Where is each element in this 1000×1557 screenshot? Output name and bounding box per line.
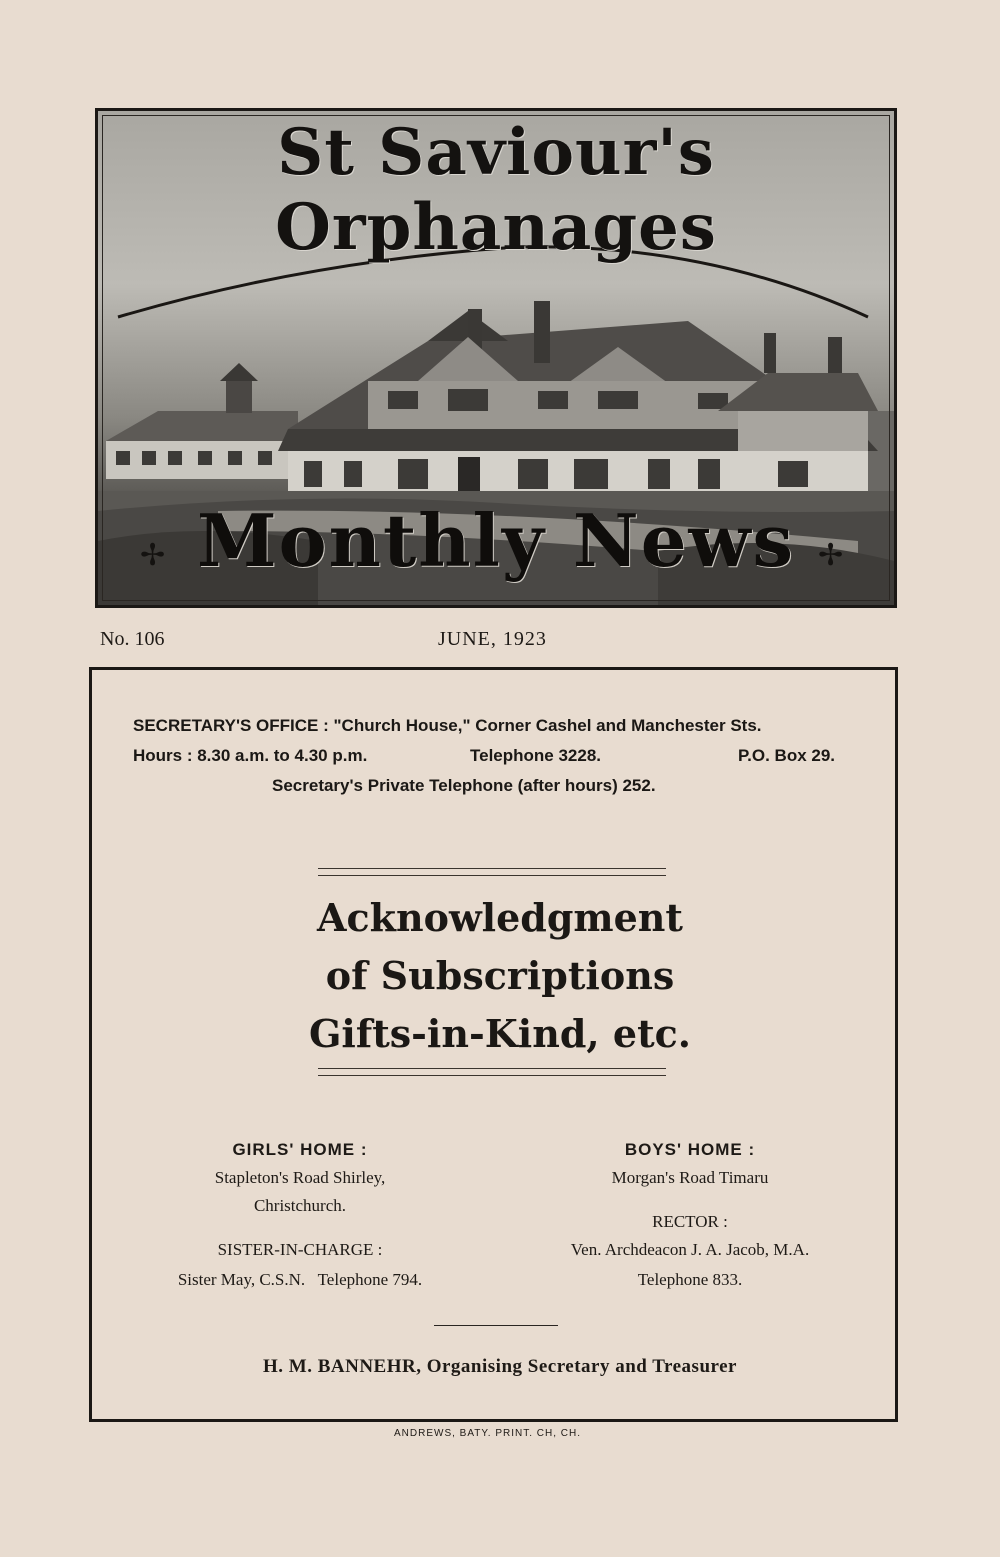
fleuron-left-icon: ✢ — [140, 539, 166, 572]
divider-rule — [434, 1325, 558, 1326]
heading-acknowledgment: Acknowledgment — [317, 895, 683, 940]
boys-home-role: RECTOR : — [652, 1212, 728, 1231]
rule-bottom — [318, 1068, 666, 1076]
rule-top — [318, 868, 666, 876]
girls-home-address-line2: Christchurch. — [253, 1196, 347, 1215]
masthead-title: St Saviour's Orphanages — [275, 115, 717, 265]
boys-home-address: Morgan's Road Timaru — [611, 1168, 769, 1187]
girls-home-contact: Sister May, C.S.N. Telephone 794. — [177, 1270, 423, 1289]
issue-date: JUNE, 1923 — [438, 628, 547, 650]
fleuron-right-icon: ✢ — [818, 539, 844, 572]
girls-home-heading: GIRLS' HOME : — [232, 1140, 368, 1159]
masthead-subtitle: Monthly News — [196, 498, 796, 583]
issue-number: No. 106 — [100, 628, 165, 650]
office-address: SECRETARY'S OFFICE : "Church House," Corner Cashel and Manchester Sts. — [133, 716, 762, 735]
printer-imprint: ANDREWS, BATY. PRINT. CH, CH. — [394, 1428, 581, 1439]
boys-home-telephone: Telephone 833. — [637, 1270, 743, 1289]
girls-home-address-line1: Stapleton's Road Shirley, — [214, 1168, 386, 1187]
secretary-private-telephone: Secretary's Private Telephone (after hours) 252. — [272, 776, 656, 795]
office-telephone: Telephone 3228. — [470, 746, 602, 765]
office-po-box: P.O. Box 29. — [738, 746, 836, 765]
girls-home-role: SISTER-IN-CHARGE : — [217, 1240, 383, 1259]
organising-secretary: H. M. BANNEHR, Organising Secretary and Treasurer — [263, 1356, 737, 1377]
boys-home-heading: BOYS' HOME : — [624, 1140, 756, 1159]
boys-home-rector: Ven. Archdeacon J. A. Jacob, M.A. — [570, 1240, 810, 1259]
heading-subscriptions: of Subscriptions — [325, 953, 675, 998]
heading-gifts: Gifts-in-Kind, etc. — [308, 1011, 691, 1056]
office-hours: Hours : 8.30 a.m. to 4.30 p.m. — [133, 746, 368, 765]
